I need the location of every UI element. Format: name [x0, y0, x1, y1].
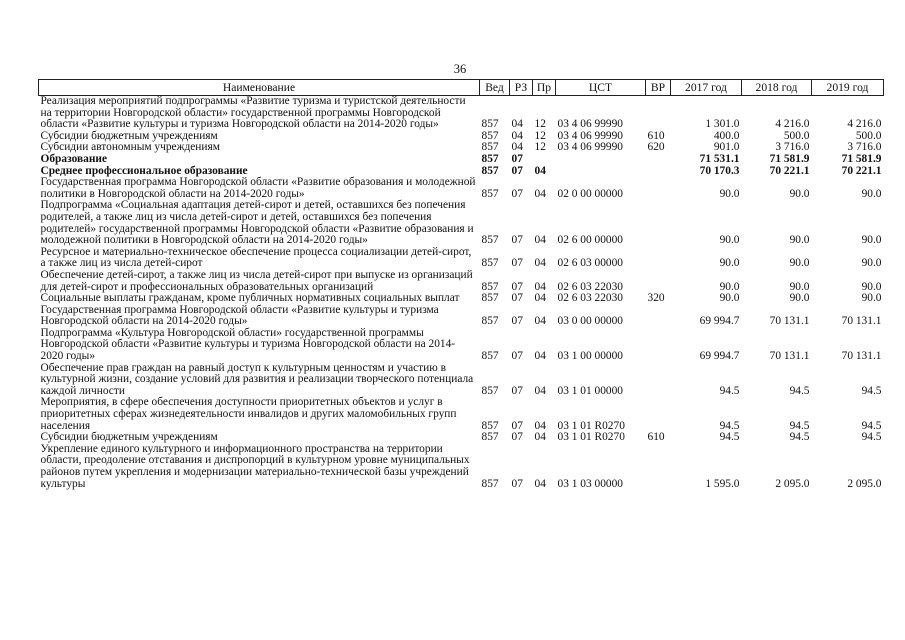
- row-vr: [646, 397, 671, 432]
- row-rz: 07: [511, 292, 523, 305]
- row-pr: 04: [534, 350, 546, 363]
- row-ved: 857: [481, 118, 499, 131]
- row-vr: [646, 247, 671, 270]
- table-row: [39, 293, 884, 305]
- table-row: [39, 200, 884, 246]
- row-ved: 857: [481, 384, 499, 397]
- table-row: [39, 96, 884, 131]
- header-2018: 2018 год: [742, 80, 812, 96]
- row-vr: [646, 305, 671, 328]
- row-name: Ресурсное и материально-техническое обеспечение процесса социализации детей-сирот, а также лиц из числа детей-сирот: [40, 245, 472, 270]
- row-value-2019: 90.0: [861, 292, 882, 305]
- row-cst: 02 0 00 00000: [557, 187, 623, 200]
- row-value-2019: 94.5: [861, 384, 882, 397]
- row-ved: 857: [481, 164, 499, 177]
- row-value-2018: 90.0: [789, 257, 810, 270]
- table-body: [39, 96, 884, 491]
- table-row: [39, 247, 884, 270]
- row-rz: 07: [511, 350, 523, 363]
- table-row: [39, 397, 884, 432]
- row-value-2018: 90.0: [789, 292, 810, 305]
- row-pr: 04: [534, 315, 546, 328]
- row-value-2019: 500.0: [855, 129, 882, 142]
- row-rz: 07: [511, 315, 523, 328]
- row-rz: 07: [511, 187, 523, 200]
- header-name: Наименование: [39, 80, 480, 96]
- row-vr: [646, 166, 671, 178]
- row-value-2017: 90.0: [719, 187, 740, 200]
- row-value-2019: 90.0: [861, 280, 882, 293]
- row-rz: 04: [511, 129, 523, 142]
- row-value-2019: 94.5: [861, 431, 882, 444]
- row-vr: [646, 200, 671, 246]
- row-name: Субсидии автономным учреждениям: [40, 141, 220, 154]
- row-cst: 03 4 06 99990: [557, 129, 623, 142]
- row-cst: 02 6 03 22030: [557, 280, 623, 293]
- row-vr: 320: [647, 292, 665, 305]
- row-cst: 02 6 03 22030: [557, 292, 623, 305]
- page-number: 36: [453, 62, 467, 76]
- row-value-2018: 70 131.1: [769, 315, 810, 328]
- row-name: Мероприятия, в сфере обеспечения доступности приоритетных объектов и услуг в приоритетных сферах жизнедеятельности инвалидов и других маломобильных групп населения: [40, 396, 457, 432]
- row-value-2019: 90.0: [861, 234, 882, 247]
- row-cst: 03 1 00 00000: [557, 350, 623, 363]
- row-cst: 02 6 03 00000: [557, 257, 623, 270]
- row-rz: 04: [511, 118, 523, 131]
- row-vr: [646, 328, 671, 363]
- row-value-2017: 94.5: [719, 419, 740, 432]
- row-value-2018: 2 095.0: [775, 477, 810, 490]
- row-ved: 857: [481, 257, 499, 270]
- row-name: Укрепление единого культурного и информационного пространства на территории области, преодоление отставания и диспропорций в культурном уровне муниципальных районов путем укрепления и модернизации материально-технической базы учреждений культуры: [40, 442, 470, 490]
- row-ved: 857: [481, 315, 499, 328]
- row-rz: 07: [511, 431, 523, 444]
- row-value-2017: 90.0: [719, 292, 740, 305]
- row-vr: [646, 177, 671, 200]
- row-value-2017: 901.0: [713, 141, 740, 154]
- header-2017: 2017 год: [671, 80, 742, 96]
- row-name: Подпрограмма «Культура Новгородской области» государственной программы Новгородской области «Развитие культуры и туризма Новгородской области на 2014-2020 годы»: [40, 326, 456, 363]
- header-ved: Вед: [480, 80, 510, 96]
- row-value-2019: 71 581.9: [841, 152, 882, 165]
- row-value-2017: 90.0: [719, 280, 740, 293]
- row-pr: 04: [534, 234, 546, 247]
- row-value-2017: 70 170.3: [699, 164, 740, 177]
- row-cst: 03 1 01 R0270: [557, 431, 625, 444]
- row-value-2018: 71 581.9: [769, 152, 810, 165]
- header-vr: ВР: [646, 80, 671, 96]
- row-value-2019: 90.0: [861, 257, 882, 270]
- row-vr: [646, 96, 671, 131]
- row-value-2018: 500.0: [783, 129, 810, 142]
- table-row: [39, 305, 884, 328]
- row-cst: 02 6 00 00000: [557, 234, 623, 247]
- row-pr: 12: [534, 129, 546, 142]
- row-name: Среднее профессиональное образование: [40, 164, 248, 177]
- row-pr: 04: [534, 257, 546, 270]
- row-vr: [646, 363, 671, 398]
- row-ved: 857: [481, 187, 499, 200]
- table-row: [39, 363, 884, 398]
- row-name: Обеспечение детей-сирот, а также лиц из числа детей-сирот при выпуске из организаций для детей-сирот и профессиональных образовательных организаций: [40, 268, 473, 293]
- row-value-2017: 71 531.1: [699, 152, 740, 165]
- budget-table: [38, 79, 884, 490]
- row-pr: 04: [534, 292, 546, 305]
- row-cst: [556, 154, 646, 166]
- row-name: Реализация мероприятий подпрограммы «Развитие туризма и туристской деятельности на территории Новгородской области» государственной программы Новгородской области «Развитие культуры и туризма Новгородской области на 2014-2020 годы»: [40, 95, 466, 131]
- row-ved: 857: [481, 234, 499, 247]
- row-ved: 857: [481, 350, 499, 363]
- row-value-2017: 90.0: [719, 257, 740, 270]
- row-value-2018: 94.5: [789, 419, 810, 432]
- row-value-2019: 70 131.1: [841, 350, 882, 363]
- row-value-2018: 70 131.1: [769, 350, 810, 363]
- row-pr: 04: [534, 187, 546, 200]
- row-cst: 03 1 01 00000: [557, 384, 623, 397]
- row-pr: 04: [534, 280, 546, 293]
- row-rz: 07: [511, 164, 523, 177]
- row-vr: [646, 444, 671, 490]
- row-value-2017: 400.0: [713, 129, 740, 142]
- row-cst: 03 0 00 00000: [557, 315, 623, 328]
- row-pr: [533, 154, 556, 166]
- row-value-2019: 2 095.0: [847, 477, 882, 490]
- row-rz: 07: [511, 477, 523, 490]
- table-row: [39, 154, 884, 166]
- row-ved: 857: [481, 152, 499, 165]
- row-ved: 857: [481, 129, 499, 142]
- row-value-2017: 1 301.0: [705, 118, 740, 131]
- row-ved: 857: [481, 280, 499, 293]
- table-row: [39, 270, 884, 293]
- row-value-2019: 70 221.1: [841, 164, 882, 177]
- row-value-2018: 94.5: [789, 384, 810, 397]
- row-name: Субсидии бюджетным учреждениям: [40, 129, 218, 142]
- row-rz: 07: [511, 234, 523, 247]
- row-value-2019: 3 716.0: [847, 141, 882, 154]
- row-value-2017: 94.5: [719, 431, 740, 444]
- row-vr: 620: [647, 141, 665, 154]
- row-value-2019: 70 131.1: [841, 315, 882, 328]
- row-value-2017: 90.0: [719, 234, 740, 247]
- row-cst: 03 4 06 99990: [557, 118, 623, 131]
- row-name: Социальные выплаты гражданам, кроме публичных нормативных социальных выплат: [40, 292, 460, 305]
- row-ved: 857: [481, 292, 499, 305]
- row-rz: 07: [511, 384, 523, 397]
- row-ved: 857: [481, 419, 499, 432]
- row-value-2018: 3 716.0: [775, 141, 810, 154]
- row-cst: 03 1 01 R0270: [557, 419, 625, 432]
- row-ved: 857: [481, 141, 499, 154]
- row-value-2019: 90.0: [861, 187, 882, 200]
- table-row: [39, 177, 884, 200]
- table-row: [39, 444, 884, 490]
- row-vr: 610: [647, 129, 665, 142]
- row-name: Субсидии бюджетным учреждениям: [40, 431, 218, 444]
- row-vr: [646, 154, 671, 166]
- table-row: [39, 142, 884, 154]
- header-cst: ЦСТ: [556, 80, 646, 96]
- row-ved: 857: [481, 431, 499, 444]
- header-2019: 2019 год: [812, 80, 884, 96]
- row-cst: 03 4 06 99990: [557, 141, 623, 154]
- row-value-2017: 94.5: [719, 384, 740, 397]
- row-name: Образование: [40, 152, 108, 165]
- row-value-2018: 90.0: [789, 187, 810, 200]
- row-pr: 04: [534, 477, 546, 490]
- row-name: Государственная программа Новгородской области «Развитие образования и молодежной политики в Новгородской области на 2014-2020 годы»: [40, 176, 476, 200]
- row-pr: 04: [534, 164, 546, 177]
- row-rz: 04: [511, 141, 523, 154]
- row-cst: 03 1 03 00000: [557, 477, 623, 490]
- row-value-2017: 69 994.7: [699, 350, 740, 363]
- row-value-2017: 1 595.0: [705, 477, 740, 490]
- row-pr: 04: [534, 384, 546, 397]
- row-rz: 07: [511, 280, 523, 293]
- row-pr: 04: [534, 419, 546, 432]
- row-cst: [556, 166, 646, 178]
- row-value-2018: 90.0: [789, 280, 810, 293]
- row-value-2018: 90.0: [789, 234, 810, 247]
- row-value-2018: 70 221.1: [769, 164, 810, 177]
- row-value-2018: 94.5: [789, 431, 810, 444]
- row-vr: [646, 270, 671, 293]
- row-rz: 07: [511, 419, 523, 432]
- row-value-2019: 4 216.0: [847, 118, 882, 131]
- row-rz: 07: [511, 152, 523, 165]
- row-pr: 04: [534, 431, 546, 444]
- table-row: [39, 328, 884, 363]
- row-name: Государственная программа Новгородской области «Развитие культуры и туризма Новгородской области на 2014-2020 годы»: [40, 303, 439, 328]
- row-pr: 12: [534, 141, 546, 154]
- table-header: [39, 80, 884, 96]
- row-name: Обеспечение прав граждан на равный доступ к культурным ценностям и участию в культурной жизни, создание условий для развития и реализации творческого потенциала каждой личности: [40, 361, 474, 397]
- row-value-2017: 69 994.7: [699, 315, 740, 328]
- row-value-2019: 94.5: [861, 419, 882, 432]
- row-value-2018: 4 216.0: [775, 118, 810, 131]
- row-ved: 857: [481, 477, 499, 490]
- row-name: Подпрограмма «Социальная адаптация детей-сирот и детей, оставшихся без попечения родителей, а также лиц из числа детей-сирот и детей, оставшихся без попечения родителей» государственной программы Новгородской области «Развитие образования и молодежной политики в Новгородской области на 2014-2020 годы»: [40, 199, 474, 247]
- row-vr: 610: [647, 431, 665, 444]
- row-rz: 07: [511, 257, 523, 270]
- header-rz: РЗ: [510, 80, 533, 96]
- row-pr: 12: [534, 118, 546, 131]
- header-pr: Пр: [533, 80, 556, 96]
